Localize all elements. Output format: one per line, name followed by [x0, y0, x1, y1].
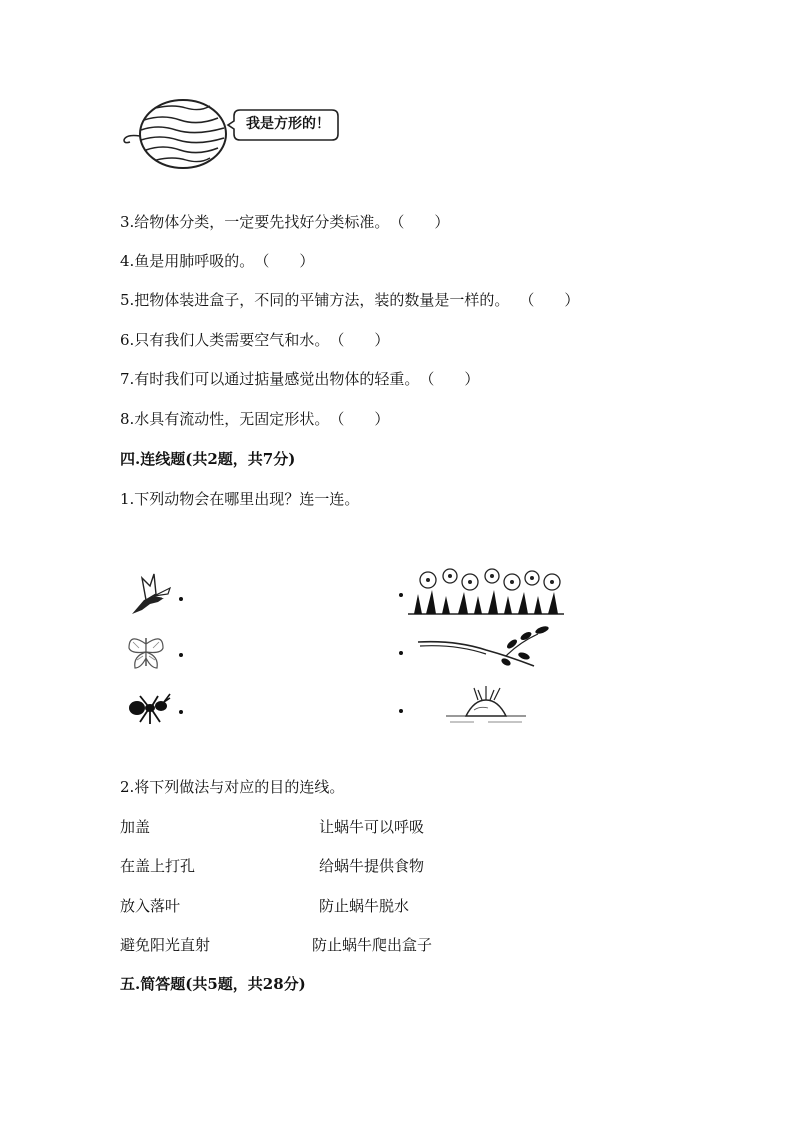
judgement-item-7: 7.有时我们可以通过掂量感觉出物体的轻重。（ ）: [120, 370, 480, 388]
bird-dot[interactable]: [179, 597, 183, 601]
watermelon-illustration: [118, 96, 348, 171]
method-item[interactable]: 在盖上打孔: [120, 857, 196, 875]
purpose-item[interactable]: 让蜗牛可以呼吸: [319, 818, 425, 836]
answer-paren[interactable]: （ ）: [329, 331, 390, 349]
judgement-item-6: 6.只有我们人类需要空气和水。（ ）: [120, 331, 390, 349]
flowers-dot[interactable]: [399, 593, 403, 597]
section-4-heading: 四.连线题(共2题，共7分): [120, 450, 296, 468]
question-1: 1.下列动物会在哪里出现？连一连。: [120, 490, 360, 508]
anthill-dot[interactable]: [399, 709, 403, 713]
speech-bubble-text: 我是方形的！: [246, 116, 330, 132]
question-2: 2.将下列做法与对应的目的连线。: [120, 778, 345, 796]
judgement-item-8: 8.水具有流动性，无固定形状。（ ）: [120, 410, 390, 428]
answer-paren[interactable]: （ ）: [389, 213, 450, 231]
purpose-item[interactable]: 防止蜗牛脱水: [319, 897, 410, 915]
bird-icon: [124, 570, 174, 620]
judgement-item-5: 5.把物体装进盒子，不同的平铺方法，装的数量是一样的。 （ ）: [120, 291, 580, 309]
answer-paren[interactable]: （ ）: [329, 410, 390, 428]
judgement-item-4: 4.鱼是用肺呼吸的。（ ）: [120, 252, 315, 270]
ant-dot[interactable]: [179, 710, 183, 714]
judgement-item-3: 3.给物体分类，一定要先找好分类标准。（ ）: [120, 213, 450, 231]
ant-icon: [126, 690, 172, 726]
method-item[interactable]: 放入落叶: [120, 897, 181, 915]
answer-paren[interactable]: （ ）: [419, 370, 480, 388]
purpose-item[interactable]: 给蜗牛提供食物: [319, 857, 425, 875]
section-5-heading: 五.简答题(共5题，共28分): [120, 975, 306, 993]
method-item[interactable]: 避免阳光直射: [120, 936, 211, 954]
branch-illustration: [416, 622, 556, 672]
purpose-item[interactable]: 防止蜗牛爬出盒子: [312, 936, 433, 954]
answer-paren[interactable]: （ ）: [519, 291, 580, 309]
butterfly-icon: [125, 630, 167, 672]
butterfly-dot[interactable]: [179, 653, 183, 657]
answer-paren[interactable]: （ ）: [254, 252, 315, 270]
branch-dot[interactable]: [399, 651, 403, 655]
method-item[interactable]: 加盖: [120, 818, 151, 836]
flowers-illustration: [408, 566, 564, 616]
anthill-illustration: [444, 686, 528, 726]
